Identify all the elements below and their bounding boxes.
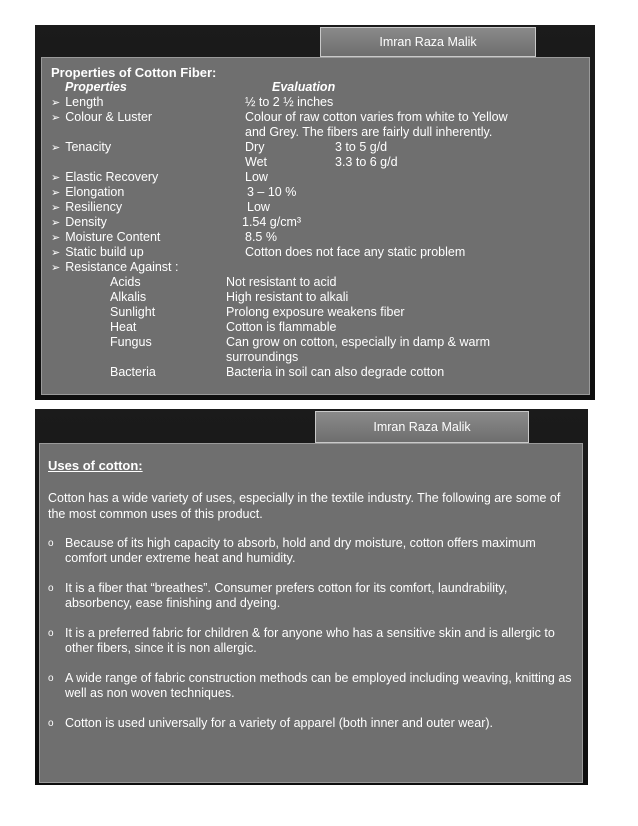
list-item <box>48 536 576 566</box>
bacteria-value: Bacteria in soil can also degrade cotton <box>226 365 445 379</box>
uses-slide <box>35 409 588 785</box>
fungus-value-line1: Can grow on cotton, especially in damp & warm <box>226 335 491 349</box>
evaluation-column-header: Evaluation <box>272 80 336 94</box>
resiliency-value: Low <box>247 200 270 214</box>
list-item-text: A wide range of fabric construction methods can be employed including weaving, knitting as well as non woven techniques. <box>65 671 572 700</box>
density-value: 1.54 g/cm³ <box>242 215 302 229</box>
resistance-row-label <box>51 260 178 276</box>
arrow-bullet-icon: ➢ <box>51 232 61 244</box>
length-value: ½ to 2 ½ inches <box>245 95 334 109</box>
static-row-label <box>51 245 144 261</box>
colour-value-line1: Colour of raw cotton varies from white to Yellow <box>245 110 508 124</box>
arrow-bullet-icon: ➢ <box>51 97 61 109</box>
bacteria-label: Bacteria <box>110 365 156 379</box>
uses-panel <box>39 443 583 783</box>
sunlight-value: Prolong exposure weakens fiber <box>226 305 405 319</box>
alkalis-label: Alkalis <box>110 290 147 304</box>
heat-value: Cotton is flammable <box>226 320 337 334</box>
list-item <box>48 671 576 701</box>
circle-bullet-icon: o <box>48 538 54 549</box>
resiliency-row-label <box>51 200 122 216</box>
moisture-label: Moisture Content <box>65 230 161 244</box>
uses-title: Uses of cotton: <box>48 458 143 473</box>
arrow-bullet-icon: ➢ <box>51 187 61 199</box>
circle-bullet-icon: o <box>48 673 54 684</box>
list-item <box>48 716 576 731</box>
circle-bullet-icon: o <box>48 583 54 594</box>
static-value: Cotton does not face any static problem <box>245 245 466 259</box>
resiliency-label: Resiliency <box>65 200 123 214</box>
properties-column-header: Properties <box>65 80 127 94</box>
colour-value-line2: and Grey. The fibers are fairly dull inherently. <box>245 125 493 139</box>
length-row-label <box>51 95 103 111</box>
author-tab: Imran Raza Malik <box>315 411 529 443</box>
elastic-label: Elastic Recovery <box>65 170 159 184</box>
circle-bullet-icon: o <box>48 628 54 639</box>
acids-value: Not resistant to acid <box>226 275 337 289</box>
list-item <box>48 626 576 656</box>
arrow-bullet-icon: ➢ <box>51 247 61 259</box>
arrow-bullet-icon: ➢ <box>51 142 61 154</box>
arrow-bullet-icon: ➢ <box>51 112 61 124</box>
static-label: Static build up <box>65 245 144 259</box>
tenacity-dry-value: 3 to 5 g/d <box>335 140 388 154</box>
colour-label: Colour & Luster <box>65 110 153 124</box>
fungus-value-line2: surroundings <box>226 350 299 364</box>
list-item-text: It is a fiber that “breathes”. Consumer prefers cotton for its comfort, laundrability, absorbency, ease finishing and dyeing. <box>65 581 508 610</box>
elastic-value: Low <box>245 170 268 184</box>
circle-bullet-icon: o <box>48 718 54 729</box>
tenacity-row-label <box>51 140 111 156</box>
tenacity-wet-value: 3.3 to 6 g/d <box>335 155 398 169</box>
tenacity-label: Tenacity <box>65 140 112 154</box>
density-label: Density <box>65 215 107 229</box>
moisture-row-label <box>51 230 160 246</box>
arrow-bullet-icon: ➢ <box>51 217 61 229</box>
properties-title: Properties of Cotton Fiber: <box>51 65 217 80</box>
uses-intro: Cotton has a wide variety of uses, especially in the textile industry. The following are some of the most common uses of this product. <box>48 491 561 521</box>
list-item-text: It is a preferred fabric for children & for anyone who has a sensitive skin and is allergic to other fibers, since it is non allergic. <box>65 626 555 655</box>
heat-label: Heat <box>110 320 137 334</box>
list-item <box>48 581 576 611</box>
elastic-row-label <box>51 170 158 186</box>
tenacity-dry-label: Dry <box>245 140 265 154</box>
elongation-value: 3 – 10 % <box>247 185 297 199</box>
arrow-bullet-icon: ➢ <box>51 172 61 184</box>
length-label: Length <box>65 95 104 109</box>
tenacity-wet-label: Wet <box>245 155 267 169</box>
colour-row-label <box>51 110 152 126</box>
elongation-label: Elongation <box>65 185 125 199</box>
properties-panel <box>41 57 590 395</box>
list-item-text: Cotton is used universally for a variety of apparel (both inner and outer wear). <box>65 716 494 730</box>
arrow-bullet-icon: ➢ <box>51 202 61 214</box>
arrow-bullet-icon: ➢ <box>51 262 61 274</box>
acids-label: Acids <box>110 275 141 289</box>
sunlight-label: Sunlight <box>110 305 156 319</box>
density-row-label <box>51 215 107 231</box>
author-tab: Imran Raza Malik <box>320 27 536 57</box>
alkalis-value: High resistant to alkali <box>226 290 349 304</box>
fungus-label: Fungus <box>110 335 152 349</box>
resistance-label: Resistance Against : <box>65 260 179 274</box>
elongation-row-label <box>51 185 124 201</box>
properties-slide <box>35 25 595 400</box>
list-item-text: Because of its high capacity to absorb, hold and dry moisture, cotton offers maximum comfort under extreme heat and humidity. <box>65 536 536 565</box>
moisture-value: 8.5 % <box>245 230 277 244</box>
uses-list <box>48 536 576 746</box>
